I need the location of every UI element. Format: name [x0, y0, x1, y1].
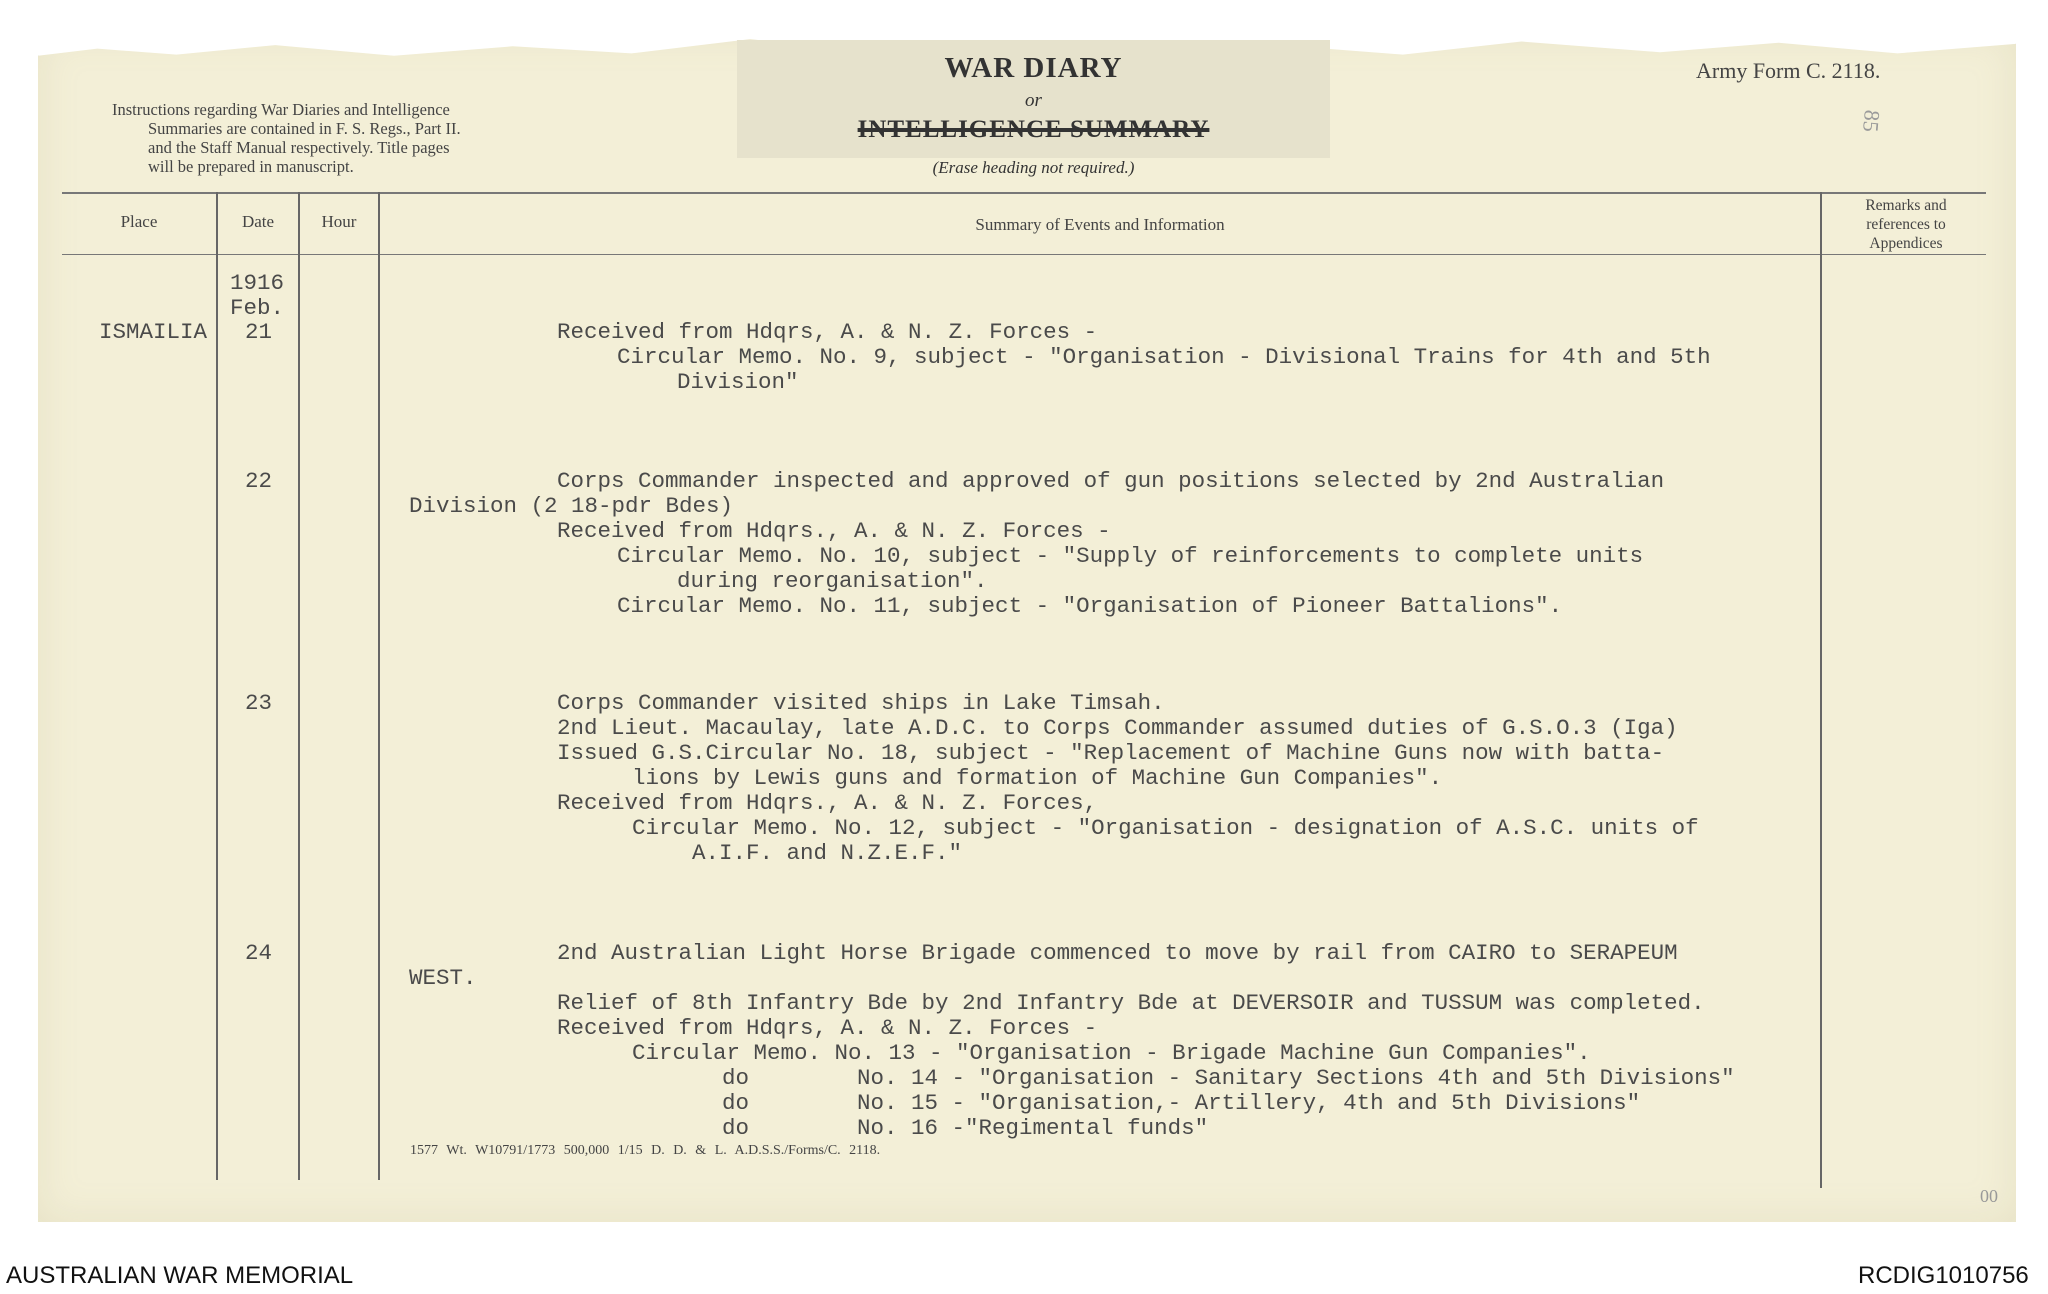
header-top-rule: [62, 192, 1986, 194]
entry-24-line: 2nd Australian Light Horse Brigade commenced to move by rail from CAIRO to SERAPEUM: [557, 940, 1678, 966]
army-form-number: Army Form C. 2118.: [1696, 58, 1881, 83]
instructions-line: will be prepared in manuscript.: [148, 157, 354, 176]
entry-22-line: Corps Commander inspected and approved of gun positions selected by 2nd Australian: [557, 468, 1665, 494]
header-bottom-rule: [62, 254, 1986, 255]
column-header-hour: Hour: [321, 212, 357, 231]
column-header-summary: Summary of Events and Information: [975, 215, 1225, 234]
instructions-line: Summaries are contained in F. S. Regs., Part II.: [148, 119, 461, 138]
instructions-line: Instructions regarding War Diaries and Intelligence: [112, 100, 450, 119]
entry-23-line: 2nd Lieut. Macaulay, late A.D.C. to Corps Commander assumed duties of G.S.O.3 (Iga): [557, 715, 1678, 741]
date-hour-divider: [298, 192, 300, 1180]
entry-23-line: Corps Commander visited ships in Lake Timsah.: [557, 690, 1165, 716]
archive-credit: AUSTRALIAN WAR MEMORIAL: [6, 1262, 354, 1289]
entry-24-line: do No. 15 - "Organisation,- Artillery, 4th and 5th Divisions": [722, 1090, 1641, 1116]
pencil-mark: 85: [1858, 108, 1885, 134]
entry-22-line: during reorganisation".: [677, 568, 988, 594]
entry-21-line: Received from Hdqrs, A. & N. Z. Forces -: [557, 319, 1098, 345]
entry-24-line: WEST.: [409, 965, 477, 991]
remarks-line: Remarks and: [1865, 197, 1947, 214]
form-title-or: or: [1025, 90, 1042, 111]
entry-24-line: Circular Memo. No. 13 - "Organisation - Brigade Machine Gun Companies".: [632, 1040, 1591, 1066]
entry-month: Feb.: [230, 295, 285, 321]
entry-23-line: lions by Lewis guns and formation of Machine Gun Companies".: [632, 765, 1443, 791]
entry-23-line: Issued G.S.Circular No. 18, subject - "Replacement of Machine Guns now with batta-: [557, 740, 1665, 766]
entry-place: ISMAILIA: [99, 319, 208, 345]
entry-year: 1916: [230, 270, 285, 296]
remarks-line: references to: [1866, 216, 1946, 233]
entry-23-line: Circular Memo. No. 12, subject - "Organisation - designation of A.S.C. units of: [632, 815, 1699, 841]
entry-22-line: Division (2 18-pdr Bdes): [409, 493, 734, 519]
entry-22-line: Circular Memo. No. 10, subject - "Supply of reinforcements to complete units: [617, 543, 1644, 569]
hour-summary-divider: [378, 192, 380, 1180]
entry-date-23: 23: [245, 690, 273, 716]
entry-24-line: Received from Hdqrs, A. & N. Z. Forces -: [557, 1015, 1098, 1041]
print-line: 1577 Wt. W10791/1773 500,000 1/15 D. D. & L. A.D.S.S./Forms/C. 2118.: [410, 1143, 881, 1158]
remarks-line: Appendices: [1869, 235, 1943, 252]
entry-24-line: do No. 14 - "Organisation - Sanitary Sections 4th and 5th Divisions": [722, 1065, 1735, 1091]
entry-22-line: Circular Memo. No. 11, subject - "Organisation of Pioneer Battalions".: [617, 593, 1563, 619]
entry-24-line: do No. 16 -"Regimental funds": [722, 1115, 1209, 1141]
entry-23-line: Received from Hdqrs., A. & N. Z. Forces,: [557, 790, 1098, 816]
entry-22-line: Received from Hdqrs., A. & N. Z. Forces -: [557, 518, 1111, 544]
column-header-date: Date: [241, 212, 275, 231]
column-header-remarks: [1826, 196, 1986, 253]
struck-title: INTELLIGENCE SUMMARY: [857, 116, 1210, 143]
entry-date-24: 24: [245, 940, 273, 966]
entry-date-21: 21: [245, 319, 273, 345]
column-header-place: Place: [120, 212, 158, 231]
entry-21-line: Circular Memo. No. 9, subject - "Organisation - Divisional Trains for 4th and 5th: [617, 344, 1711, 370]
place-date-divider: [216, 192, 218, 1180]
entry-21-line: Division": [677, 369, 799, 395]
corner-mark: 00: [1980, 1186, 1998, 1206]
instructions-line: and the Staff Manual respectively. Title pages: [148, 138, 450, 157]
entry-24-line: Relief of 8th Infantry Bde by 2nd Infantry Bde at DEVERSOIR and TUSSUM was completed.: [557, 990, 1705, 1016]
erase-note: (Erase heading not required.): [932, 158, 1135, 177]
summary-remarks-divider: [1820, 192, 1822, 1188]
entry-date-22: 22: [245, 468, 273, 494]
entry-23-line: A.I.F. and N.Z.E.F.": [692, 840, 963, 866]
instructions-note: [112, 100, 461, 176]
form-title: WAR DIARY: [944, 52, 1123, 84]
archive-id: RCDIG1010756: [1858, 1262, 2029, 1289]
